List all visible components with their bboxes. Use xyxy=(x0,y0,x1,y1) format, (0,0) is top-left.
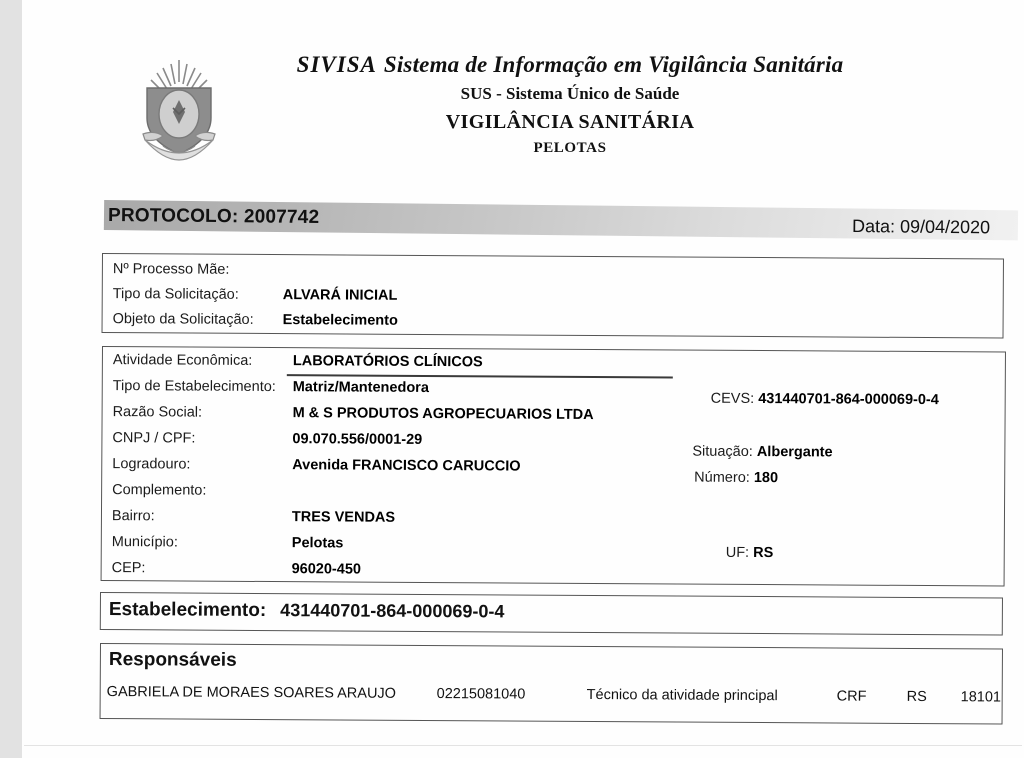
field-label: CEP: xyxy=(111,560,146,577)
responsavel-document: 02215081040 xyxy=(436,686,526,703)
field-value: TRES VENDAS xyxy=(291,509,396,526)
field-municipio xyxy=(112,534,344,551)
field-value: Albergante xyxy=(756,444,833,461)
responsavel-register: 18101 xyxy=(960,689,1002,706)
field-razao-social xyxy=(113,404,594,423)
header-sus-line: SUS - Sistema Único de Saúde xyxy=(460,84,680,103)
field-atividade-economica xyxy=(113,352,483,370)
responsavel-name: GABRIELA DE MORAES SOARES ARAUJO xyxy=(106,684,397,702)
field-value: Estabelecimento xyxy=(282,312,398,329)
establishment-code-line xyxy=(109,599,505,623)
responsaveis-box xyxy=(100,643,1003,725)
field-value: 09.070.556/0001-29 xyxy=(292,431,423,448)
field-cnpj-cpf xyxy=(112,430,422,448)
field-label: Razão Social: xyxy=(112,404,203,421)
field-processo-mae xyxy=(113,261,283,278)
field-value: 96020-450 xyxy=(291,561,362,578)
field-value: 180 xyxy=(753,469,779,487)
field-tipo-estabelecimento xyxy=(113,378,429,396)
header-city: PELOTAS xyxy=(533,140,607,156)
responsaveis-title: Responsáveis xyxy=(108,649,237,671)
field-situacao xyxy=(692,444,832,461)
field-label: Objeto da Solicitação: xyxy=(112,311,254,328)
responsavel-uf: RS xyxy=(906,688,927,706)
header-subtitle: Sistema de Informação em Vigilância Sanitária xyxy=(383,52,844,77)
field-logradouro xyxy=(112,456,520,474)
field-label: UF: xyxy=(725,544,750,561)
field-numero xyxy=(694,470,778,487)
field-value: M & S PRODUTOS AGROPECUARIOS LTDA xyxy=(292,405,594,424)
field-value: ALVARÁ INICIAL xyxy=(282,287,398,304)
table-row xyxy=(106,684,1002,706)
coat-of-arms-icon xyxy=(133,56,225,168)
field-value: LABORATÓRIOS CLÍNICOS xyxy=(292,353,483,371)
field-bairro xyxy=(112,508,395,526)
responsavel-council: CRF xyxy=(836,688,867,705)
field-tipo-solicitacao xyxy=(113,286,398,304)
field-label: Número: xyxy=(694,469,750,486)
establishment-code-box xyxy=(100,592,1003,636)
protocol-number: PROTOCOLO: 2007742 xyxy=(107,205,320,229)
establishment-code-label: Estabelecimento: xyxy=(108,599,267,622)
field-label: Município: xyxy=(111,534,178,551)
field-label: Atividade Econômica: xyxy=(112,352,253,369)
field-value: Pelotas xyxy=(291,535,344,552)
field-label: CEVS: xyxy=(710,390,755,407)
field-label: Tipo de Estabelecimento: xyxy=(112,378,276,396)
field-value: Avenida FRANCISCO CARUCCIO xyxy=(292,457,521,475)
field-value: RS xyxy=(753,544,774,562)
field-cep xyxy=(112,560,361,578)
header-department: VIGILÂNCIA SANITÁRIA xyxy=(445,111,695,133)
atividade-underline xyxy=(287,374,673,378)
scan-gutter xyxy=(0,0,23,758)
field-label: Complemento: xyxy=(112,482,207,499)
protocol-date: Data: 09/04/2020 xyxy=(851,216,991,238)
field-label: Bairro: xyxy=(111,508,155,525)
header-title-main xyxy=(250,52,890,78)
field-cevs xyxy=(711,391,939,408)
responsavel-role: Técnico da atividade principal xyxy=(586,686,778,705)
field-label: Tipo da Solicitação: xyxy=(112,286,239,303)
field-label: Logradouro: xyxy=(112,456,191,473)
establishment-code-value: 431440701-864-000069-0-4 xyxy=(280,600,505,622)
field-complemento xyxy=(112,482,292,499)
field-objeto-solicitacao xyxy=(113,311,398,329)
page-bottom-rule xyxy=(24,745,1022,746)
field-label: CNPJ / CPF: xyxy=(112,430,196,447)
header-acronym: SIVISA xyxy=(296,52,377,77)
field-value: Matriz/Mantenedora xyxy=(292,379,429,396)
field-value: 431440701-864-000069-0-4 xyxy=(758,391,939,409)
field-uf xyxy=(726,545,774,561)
solicitation-box xyxy=(102,253,1004,339)
establishment-info-box xyxy=(101,346,1006,587)
field-label: Nº Processo Mãe: xyxy=(112,261,230,278)
field-label: Situação: xyxy=(692,443,753,460)
